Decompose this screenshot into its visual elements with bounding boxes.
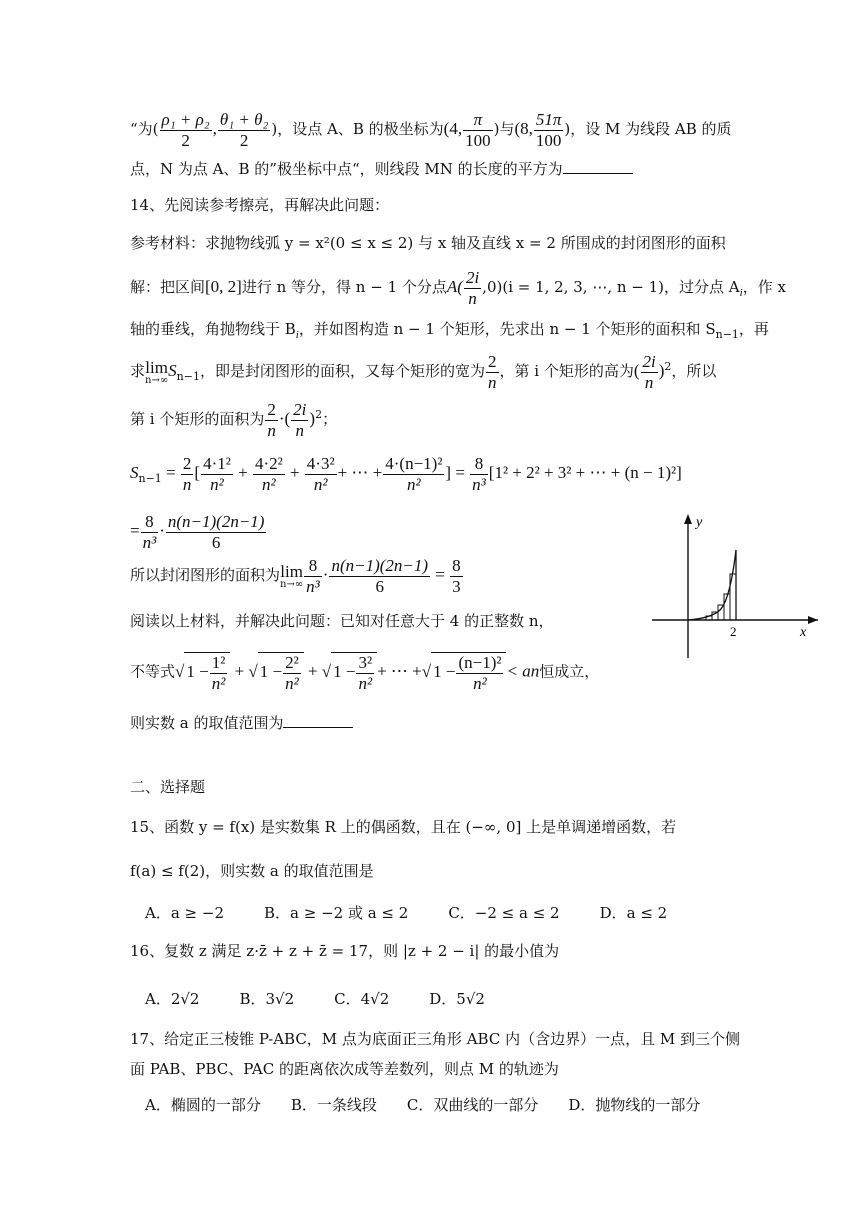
term-n: $\frac{\text{4·(n−1)²}}{\text{n²}}$ bbox=[385, 454, 443, 494]
q15-options bbox=[145, 902, 707, 923]
term2: $\frac{\text{4·2²}}{\text{n²}}$ bbox=[254, 454, 283, 494]
q14-ask: 则实数 a 的取值范围为 bbox=[130, 712, 353, 733]
k3-frac: $\frac{\text{3²}}{\text{n²}}$ bbox=[358, 653, 373, 693]
q15-option-c[interactable]: C．−2 ≤ a ≤ 2 bbox=[448, 904, 560, 922]
q16-option-d[interactable]: D．5√2 bbox=[429, 990, 485, 1008]
q16-option-b[interactable]: B．3√2 bbox=[239, 990, 295, 1008]
q14-inequality: 不等式√ 1 − $\frac{\text{1²}}{\text{n²}}$ + √ 1 − $\frac{\text{2²}}{\text{n²}}$ + √ 1 − $\frac{\text{3²}}{\text{n²}}$ + ⋯ +√ 1 − $\frac{\text{(n−1)²}}{\text{n²}}$ < an恒成立， bbox=[130, 653, 600, 693]
q14-task: 阅读以上材料，并解决此问题：已知对任意大于 4 的正整数 n， bbox=[130, 612, 554, 630]
x-axis-arrow bbox=[808, 616, 818, 624]
q13-line1: “为( $\frac{\text{ρ₁ + ρ₂}}{2}$ , $\frac{\text{θ₁ + θ₂}}{2}$ )，设点 A、B 的极坐标为(4, $\frac{\pi}{100}$ )与(8, $\frac{51\pi}{100}$ )，设 M 为线段 AB 的质 bbox=[130, 110, 732, 150]
q14-area-result: 所以封闭图形的面积为lim n→∞ $\frac{8}{\text{n³}}$ · $\frac{n(n-1)(2n-1)}{6}$ = $\frac{8}{3}$ bbox=[130, 556, 461, 596]
q16-option-c[interactable]: C．4√2 bbox=[334, 990, 390, 1008]
rho-fraction: $\frac{\text{ρ₁ + ρ₂}}{2}$ bbox=[161, 110, 210, 150]
height-fraction: $\frac{2i}{n}$ bbox=[293, 400, 307, 440]
tick-label-2: 2 bbox=[730, 624, 737, 639]
coef-fraction: $\frac{2}{n}$ bbox=[182, 454, 192, 494]
product-over-6: $\frac{n(n-1)(2n-1)}{6}$ bbox=[167, 512, 265, 552]
q17-option-c[interactable]: C．双曲线的一部分 bbox=[406, 1096, 539, 1114]
pi-over-100: $\frac{\pi}{100}$ bbox=[465, 110, 491, 150]
2-over-n: $\frac{2}{n}$ bbox=[488, 352, 497, 392]
q17-option-a[interactable]: A．椭圆的一部分 bbox=[145, 1096, 261, 1114]
q14-product-formula: = $\frac{8}{\text{n³}}$ · $\frac{n(n-1)(2n-1)}{6}$ bbox=[130, 512, 265, 552]
term1: $\frac{\text{4·1²}}{\text{n²}}$ bbox=[203, 454, 231, 494]
2i-over-n: $\frac{2i}{n}$ bbox=[465, 268, 480, 308]
theta-fraction: $\frac{\text{θ₁ + θ₂}}{2}$ bbox=[219, 110, 269, 150]
q16-option-a[interactable]: A．2√2 bbox=[145, 990, 200, 1008]
q17-options bbox=[145, 1094, 740, 1115]
q15-option-d[interactable]: D．a ≤ 2 bbox=[599, 904, 668, 922]
q14-solution-line2: 轴的垂线，角抛物线于 $B_i$，并如图构造 n − 1 个矩形，先求出 n − 1 个矩形的面积和 $S_{n-1}$，再 bbox=[130, 320, 769, 341]
q15-option-a[interactable]: A．a ≥ −2 bbox=[145, 904, 224, 922]
width-fraction: $\frac{2}{n}$ bbox=[267, 400, 276, 440]
term3: $\frac{\text{4·3²}}{\text{n²}}$ bbox=[306, 454, 335, 494]
kn-frac: $\frac{\text{(n−1)²}}{\text{n²}}$ bbox=[458, 653, 502, 693]
q15-stem-line1: 15、函数 y = f(x) 是实数集 R 上的偶函数，且在 (−∞, 0] 上是单调递增函数，若 bbox=[130, 818, 677, 836]
q13-line2: 点，N 为点 A、B 的”极坐标中点“，则线段 MN 的长度的平方为 bbox=[130, 158, 633, 179]
q17-stem-line1: 17、给定正三棱锥 P-ABC，M 点为底面正三角形 ABC 内（含边界）一点，且 M 到三个侧 bbox=[130, 1030, 740, 1048]
answer-blank[interactable] bbox=[563, 159, 633, 174]
q14-solution-line3: 求lim n→∞ $S_{n-1}$，即是封闭图形的面积，又每个矩形的宽为 $\frac{2}{n}$ ，第 i 个矩形的高为( $\frac{2i}{n}$ )$^2$，所以 bbox=[130, 352, 717, 392]
limit-2: lim n→∞ bbox=[280, 561, 304, 590]
q17-stem-line2: 面 PAB、PBC、PAC 的距离依次成等差数列，则点 M 的轨迹为 bbox=[130, 1060, 559, 1078]
q14-solution-line4: 第 i 个矩形的面积为 $\frac{2}{n}$ ·( $\frac{2i}{n}$ )$^2$； bbox=[130, 400, 338, 440]
q14-solution-line1: 解：把区间[0, 2]进行 n 等分，得 n − 1 个分点A( $\frac{2i}{n}$ ,0)(i = 1, 2, 3, ⋯, n − 1)，过分点 $A_i$，作 x bbox=[130, 268, 786, 308]
section-2-heading: 二、选择题 bbox=[130, 778, 206, 796]
product-over-6-b: $\frac{n(n-1)(2n-1)}{6}$ bbox=[331, 556, 429, 596]
q16-stem: 16、复数 z 满足 z·z̄ + z + z̄ = 17，则 |z + 2 − i| 的最小值为 bbox=[130, 942, 560, 960]
q15-stem-line2: f(a) ≤ f(2)，则实数 a 的取值范围是 bbox=[130, 862, 374, 880]
q16-options bbox=[145, 988, 525, 1009]
q17-option-d[interactable]: D．抛物线的一部分 bbox=[568, 1096, 701, 1114]
8-over-n3: $\frac{8}{\text{n³}}$ bbox=[472, 454, 486, 494]
sqrt-term1: √ 1 − $\frac{\text{1²}}{\text{n²}}$ bbox=[175, 652, 230, 693]
8-over-n3-c: $\frac{8}{\text{n³}}$ bbox=[306, 556, 320, 596]
q14-sum-formula: $S_{n-1}$ = $\frac{2}{n}$ [ $\frac{\text{4·1²}}{\text{n²}}$ + $\frac{\text{4·2²}}{\text{n²}}$ + $\frac{\text{4·3²}}{\text{n²}}$ + ⋯ + $\frac{\text{4·(n−1)²}}{\text{n²}}$ ] = $\frac{8}{\text{n³}}$ [1² + 2² + 3² + ⋯ + (n − 1)²] bbox=[130, 454, 682, 494]
sqrt-term3: √ 1 − $\frac{\text{3²}}{\text{n²}}$ bbox=[322, 652, 377, 693]
8-over-n3-b: $\frac{8}{\text{n³}}$ bbox=[142, 512, 157, 552]
k2-frac: $\frac{\text{2²}}{\text{n²}}$ bbox=[285, 653, 299, 693]
q14-material: 参考材料：求抛物线弧 y = x²(0 ≤ x ≤ 2) 与 x 轴及直线 x = 2 所围成的封闭图形的面积 bbox=[130, 234, 726, 252]
q17-option-b[interactable]: B．一条线段 bbox=[290, 1096, 377, 1114]
parabola-area-graph bbox=[650, 512, 820, 660]
q14-title: 14、先阅读参考擦亮，再解决此问题： bbox=[130, 196, 390, 214]
8-over-3: $\frac{8}{3}$ bbox=[452, 556, 461, 596]
parabola-curve bbox=[688, 550, 736, 620]
x-axis-label: x bbox=[800, 625, 807, 640]
y-axis-arrow bbox=[684, 514, 692, 524]
k1-frac: $\frac{\text{1²}}{\text{n²}}$ bbox=[211, 653, 226, 693]
rect-3 bbox=[718, 605, 724, 620]
q15-option-b[interactable]: B．a ≥ −2 或 a ≤ 2 bbox=[264, 904, 409, 922]
limit: lim n→∞ bbox=[145, 357, 169, 386]
sqrt-term2: √ 1 − $\frac{\text{2²}}{\text{n²}}$ bbox=[248, 652, 303, 693]
2i-over-n-height: $\frac{2i}{n}$ bbox=[642, 352, 656, 392]
51pi-over-100: $\frac{51\pi}{100}$ bbox=[535, 110, 562, 150]
answer-blank-2[interactable] bbox=[283, 713, 353, 728]
y-axis-label: y bbox=[696, 515, 703, 530]
sqrt-term-n: √ 1 − $\frac{\text{(n−1)²}}{\text{n²}}$ bbox=[422, 652, 507, 693]
